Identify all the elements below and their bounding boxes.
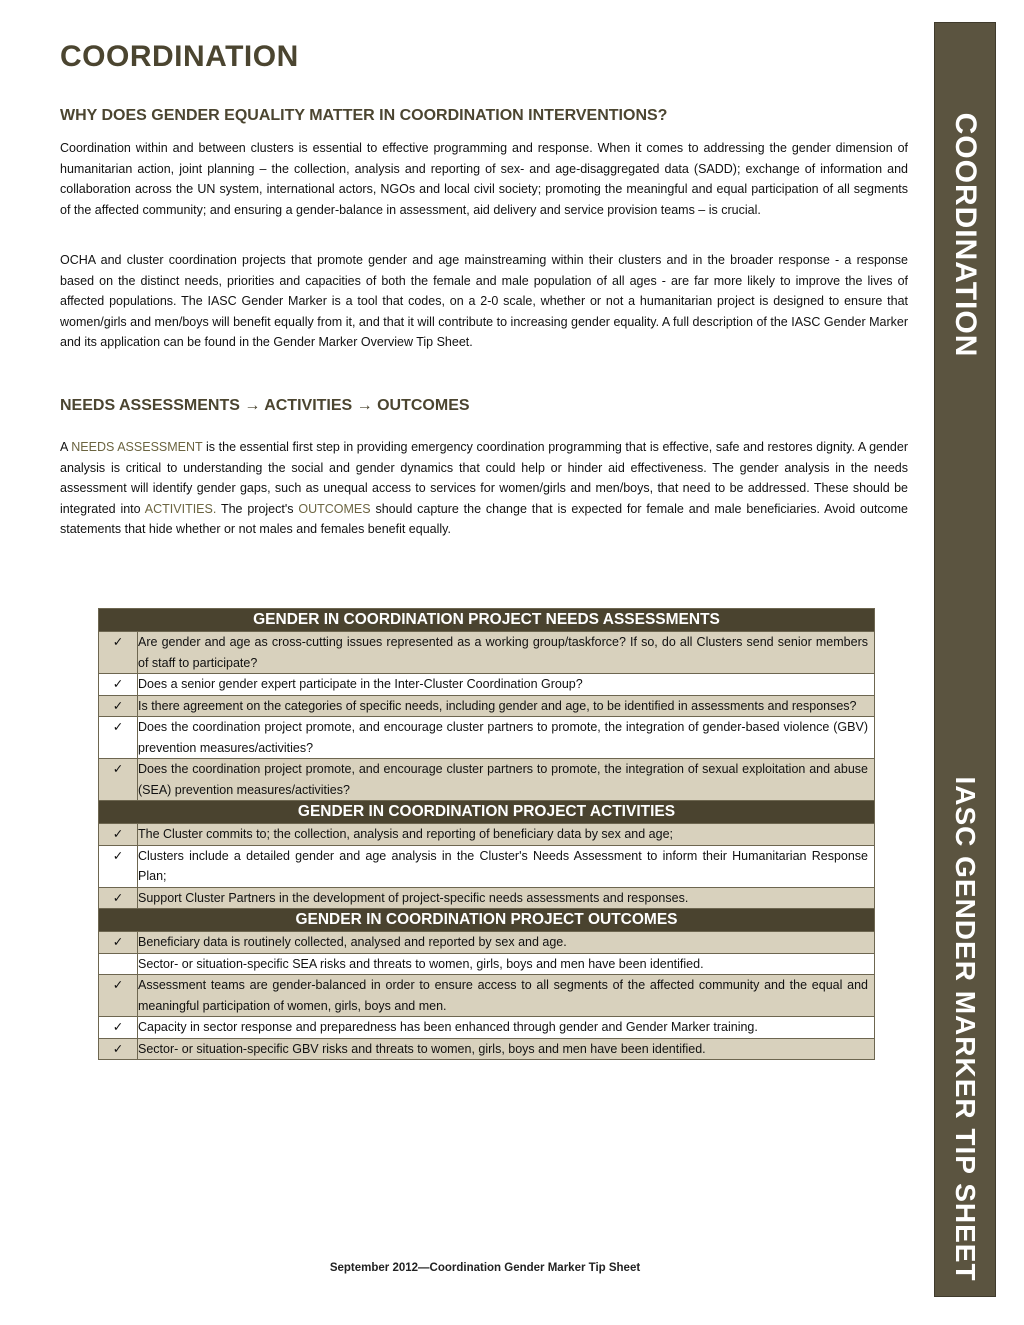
checkmark-icon: ✓ [99, 759, 138, 801]
page-title: COORDINATION [60, 40, 299, 73]
page-footer: September 2012—Coordination Gender Marker Tip Sheet [329, 1262, 641, 1274]
checklist-item-text: Sector- or situation-specific GBV risks and threats to women, girls, boys and men have been identified. [138, 1038, 875, 1060]
checkmark-icon: ✓ [99, 845, 138, 887]
checklist-row [99, 845, 875, 887]
checklist-item-text: Does a senior gender expert participate in the Inter-Cluster Coordination Group? [138, 674, 875, 696]
checklist-item-text: Clusters include a detailed gender and age analysis in the Cluster's Needs Assessment to inform their Humanitarian Response Plan; [138, 845, 875, 887]
checkmark-icon: ✓ [99, 887, 138, 909]
checkmark-icon: ✓ [99, 674, 138, 696]
checkmark-icon: ✓ [99, 824, 138, 846]
checklist-row [99, 674, 875, 696]
why-paragraph-2: OCHA and cluster coordination projects that promote gender and age mainstreaming within their clusters and in the broader response - a response based on the distinct needs, priorities and capacities of both the female and male population of all ages - are far more likely to improve the lives of affected populations. The IASC Gender Marker is a tool that codes, on a 2-0 scale, whether or not a humanitarian project is designed to ensure that women/girls and men/boys will benefit equally from it, and that it will contribute to increasing gender equality. A full description of the IASC Gender Marker and its application can be found in the Gender Marker Overview Tip Sheet. [60, 253, 908, 349]
checklist-item-text: Capacity in sector response and preparedness has been enhanced through gender and Gender Marker training. [138, 1017, 875, 1039]
needs-assessment-term: NEEDS ASSESSMENT [71, 440, 203, 454]
why-paragraph-1: Coordination within and between clusters is essential to effective programming and response. When it comes to addressing the gender dimension of humanitarian action, joint planning – the collection, analysis and reporting of sex- and age-disaggregated data (SADD); exchange of information and collaboration across the UN system, international actors, NGOs and local civil society; promoting the meaningful and equal participation of all segments of the affected community; and ensuring a gender-balance in assessment, aid delivery and service provision teams – is crucial. [60, 141, 908, 217]
checklist-item-text: Support Cluster Partners in the development of project-specific needs assessments and responses. [138, 887, 875, 909]
sidebar-top-label: COORDINATION [949, 112, 982, 358]
checklist-row [99, 1038, 875, 1060]
checklist-item-text: Does the coordination project promote, and encourage cluster partners to promote, the integration of sexual exploitation and abuse (SEA) prevention measures/activities? [138, 759, 875, 801]
checklist-row [99, 695, 875, 717]
checkmark-icon: ✓ [99, 695, 138, 717]
needs-paragraph [60, 437, 908, 540]
checklist-item-text: Sector- or situation-specific SEA risks and threats to women, girls, boys and men have been identified. [138, 953, 875, 975]
checkmark-icon: ✓ [99, 1038, 138, 1060]
checkmark-icon: ✓ [99, 1017, 138, 1039]
checklist-row [99, 975, 875, 1017]
needs-text-3: should capture the change that is expected for female and male beneficiaries. Avoid outcome statements that hide whether or not males and females benefit equally. [60, 501, 908, 536]
checklist-row [99, 759, 875, 801]
needs-heading: NEEDS ASSESSMENTS → ACTIVITIES → OUTCOMES [60, 397, 470, 414]
checklist-section-header: GENDER IN COORDINATION PROJECT OUTCOMES [99, 909, 875, 932]
checklist-item-text: Assessment teams are gender-balanced in order to ensure access to all segments of the affected community and the equal and meaningful participation of women, girls, boys and men. [138, 975, 875, 1017]
checklist-item-text: Beneficiary data is routinely collected, analysed and reported by sex and age. [138, 932, 875, 954]
checklist-section-header: GENDER IN COORDINATION PROJECT NEEDS ASSESSMENTS [99, 609, 875, 632]
why-heading: WHY DOES GENDER EQUALITY MATTER IN COORDINATION INTERVENTIONS? [60, 107, 668, 124]
gender-checklist-table [98, 608, 875, 1060]
checklist-row [99, 632, 875, 674]
checklist-row [99, 717, 875, 759]
checklist-item-text: Does the coordination project promote, and encourage cluster partners to promote, the integration of gender-based violence (GBV) prevention measures/activities? [138, 717, 875, 759]
sidebar-band [934, 22, 996, 1297]
checkmark-icon: ✓ [99, 975, 138, 1017]
checkmark-icon [99, 953, 138, 975]
checklist-section-header-row [99, 801, 875, 824]
checklist-row [99, 887, 875, 909]
activities-term: ACTIVITIES. [144, 501, 217, 516]
checklist-item-text: The Cluster commits to; the collection, analysis and reporting of beneficiary data by sex and age; [138, 824, 875, 846]
checklist-section-header-row [99, 909, 875, 932]
checkmark-icon: ✓ [99, 932, 138, 954]
checkmark-icon: ✓ [99, 717, 138, 759]
checklist-row [99, 824, 875, 846]
sidebar-bottom-label: IASC GENDER MARKER TIP SHEET [950, 776, 981, 1282]
checklist-item-text: Is there agreement on the categories of specific needs, including gender and age, to be identified in assessments and responses? [138, 695, 875, 717]
checklist-row [99, 932, 875, 954]
needs-text-2: The project's [216, 501, 294, 516]
checklist-item-text: Are gender and age as cross-cutting issues represented as a working group/taskforce? If so, do all Clusters send senior members of staff to participate? [138, 632, 875, 674]
checklist-section-header-row [99, 609, 875, 632]
checkmark-icon: ✓ [99, 632, 138, 674]
checklist-row [99, 953, 875, 975]
needs-text-1: is the essential first step in providing emergency coordination programming that is effective, safe and restores dignity. A gender analysis is critical to understanding the social and gender dynamics that could help or hinder aid effectiveness. The gender analysis in the needs assessment will identify gender gaps, such as unequal access to services for women/girls and men/boys, that need to be addressed. These should be integrated into [60, 440, 908, 516]
needs-intro: A [60, 440, 68, 454]
checklist-section-header: GENDER IN COORDINATION PROJECT ACTIVITIES [99, 801, 875, 824]
checklist-row [99, 1017, 875, 1039]
outcomes-term: OUTCOMES [298, 501, 371, 516]
